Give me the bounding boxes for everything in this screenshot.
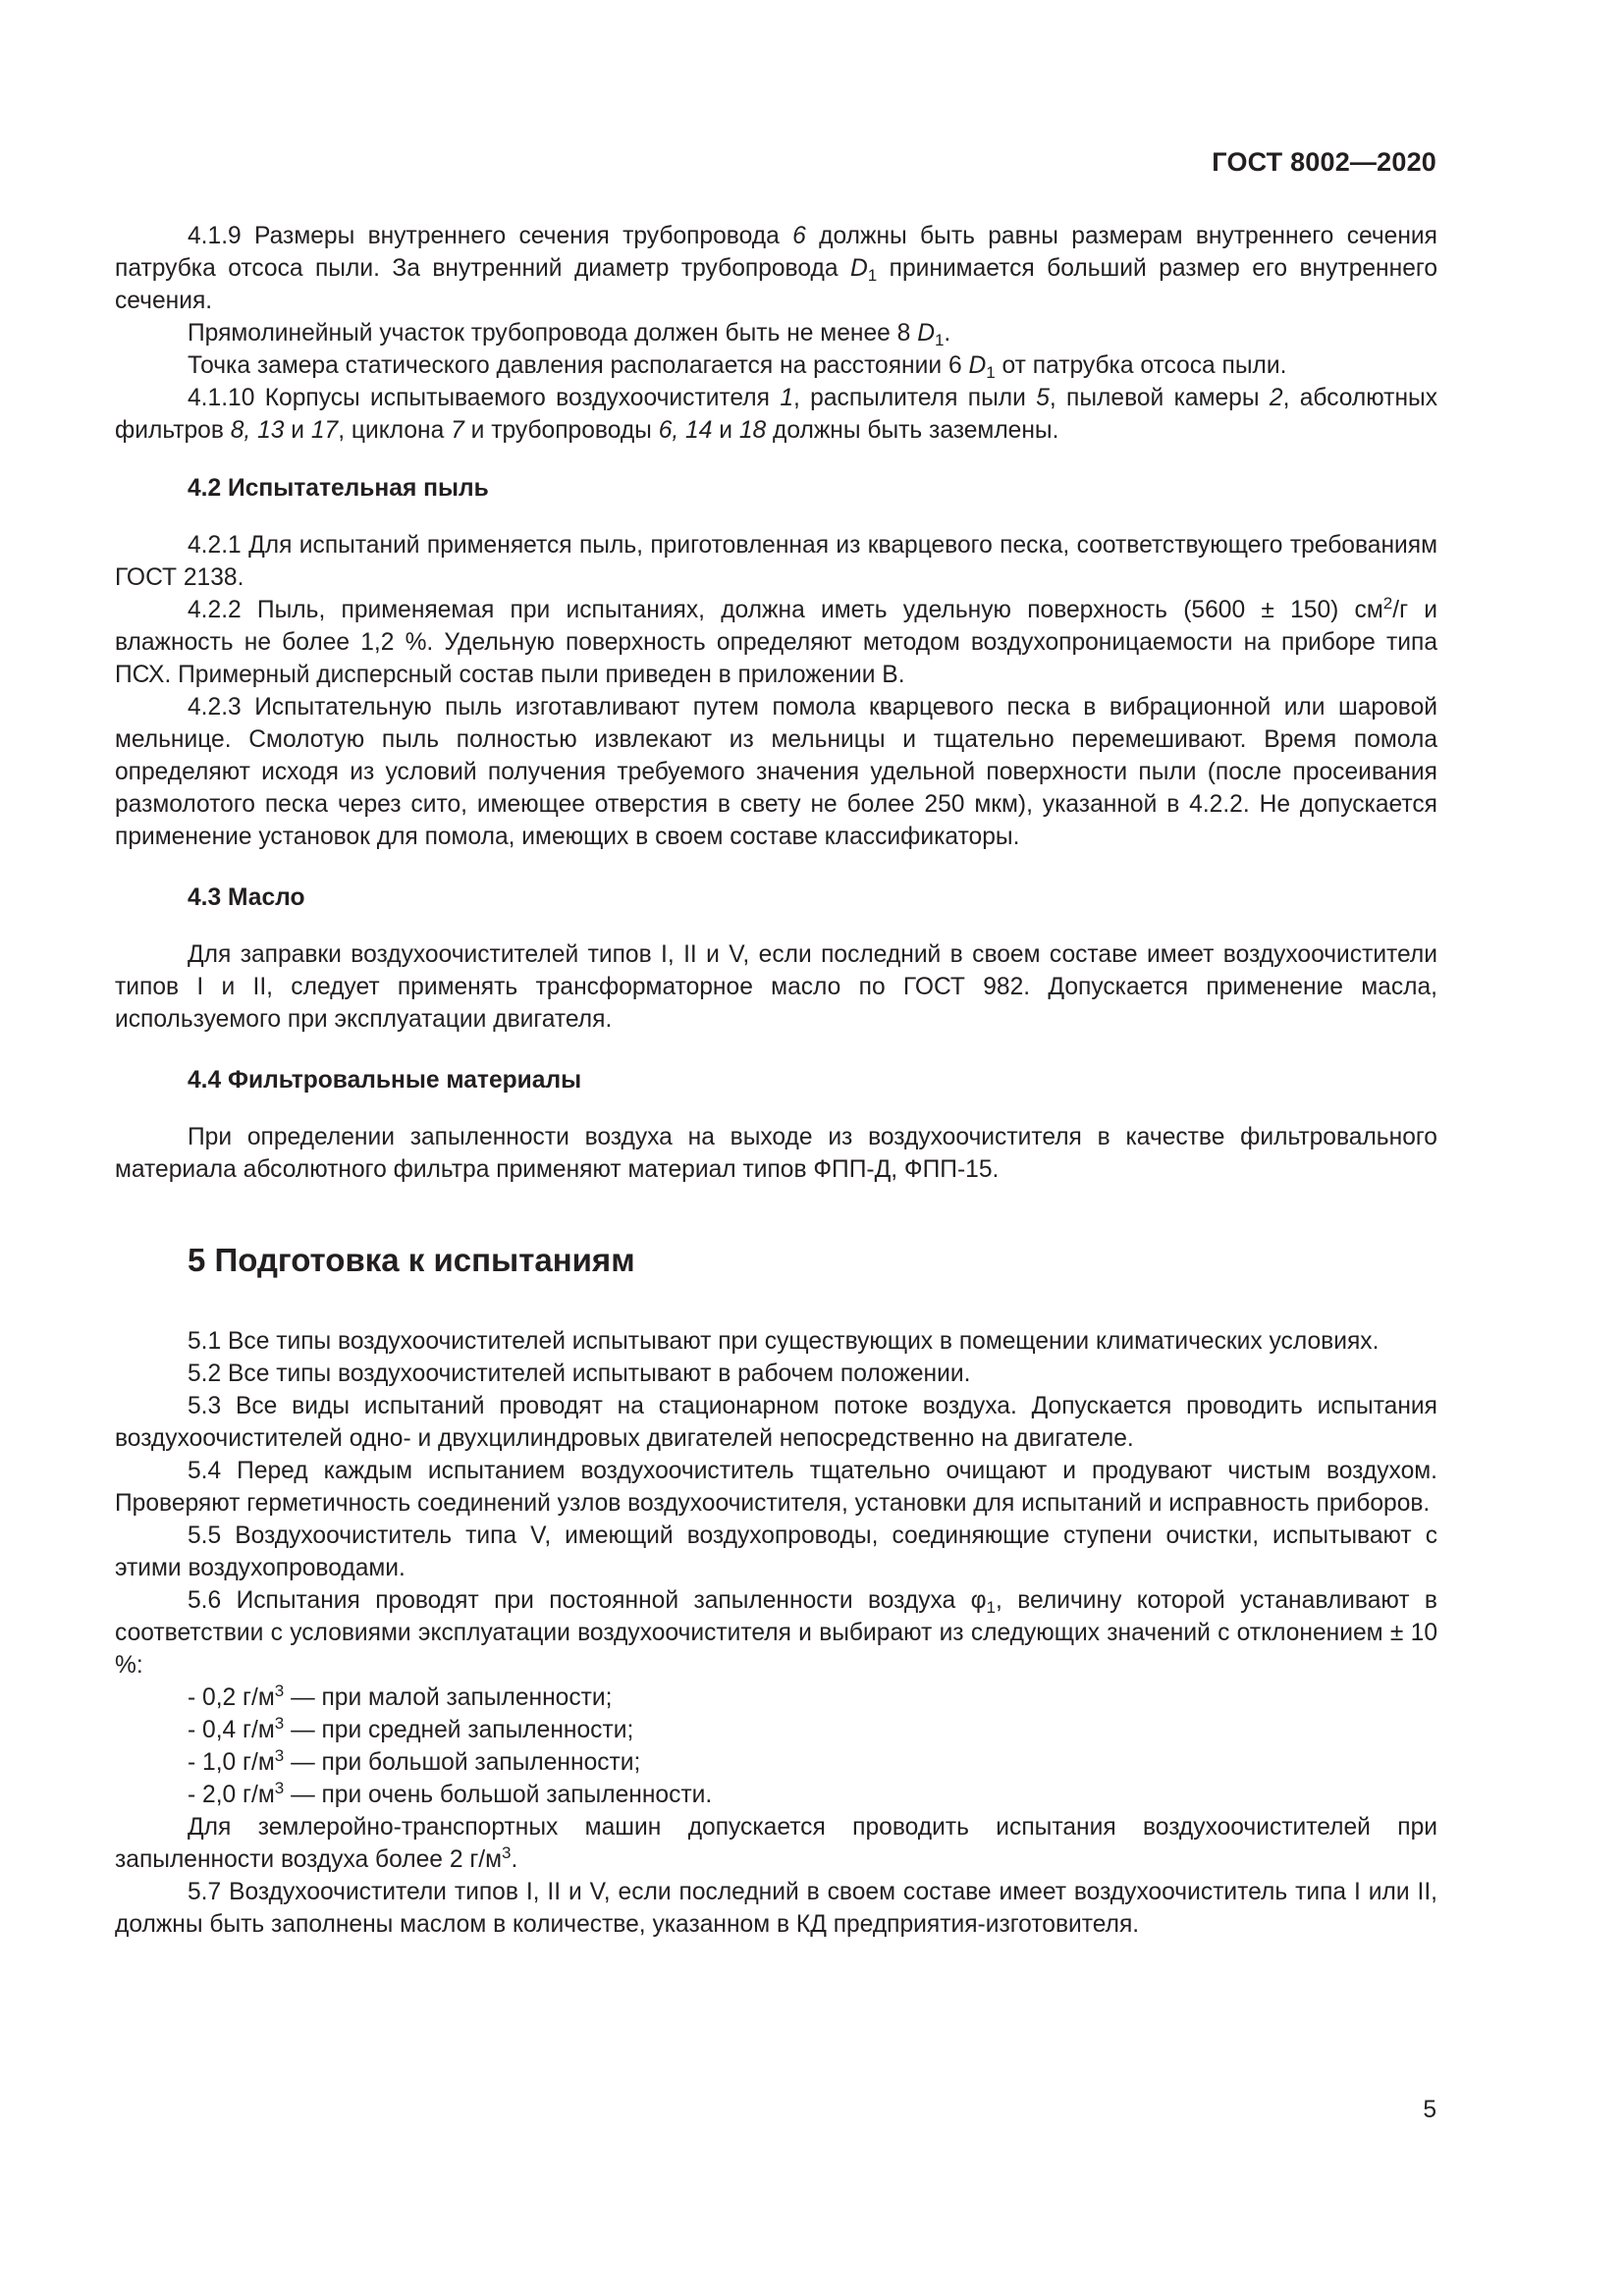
text: должны быть равны размерам внутреннего сечения патрубка отсоса пыли. За внутренний диаметр трубопровода: [115, 223, 1437, 282]
list-item: [115, 1714, 1437, 1746]
subscript: 1: [934, 331, 945, 349]
superscript: 3: [274, 1714, 285, 1733]
text: — при большой запыленности;: [284, 1749, 641, 1776]
text: - 2,0 г/м: [188, 1782, 275, 1808]
text: - 0,4 г/м: [188, 1717, 275, 1743]
text: , величину которой устанавливают в соответствии с условиями эксплуатации воздухоочистителя и выбирают из следующих значений с отклонением ± 10 %:: [115, 1587, 1437, 1679]
superscript: 3: [274, 1746, 285, 1765]
text: Для землеройно-транспортных машин допускается проводить испытания воздухоочистителей при запыленности воздуха более 2 г/м: [115, 1814, 1437, 1873]
paragraph-4-2-2: [115, 594, 1437, 691]
paragraph-measurement-point: [115, 349, 1437, 382]
paragraph-earthmoving: [115, 1811, 1437, 1876]
text: , абсолютных фильтров: [115, 385, 1438, 444]
heading-4-3: 4.3 Масло: [188, 884, 305, 911]
ref-number: 8, 13: [230, 417, 285, 444]
superscript: 3: [502, 1843, 512, 1862]
list-item: [115, 1746, 1437, 1779]
text: должны быть заземлены.: [766, 417, 1059, 444]
ref-number: 1: [780, 385, 793, 411]
ref-number: 2: [1269, 385, 1283, 411]
list-item: [115, 1682, 1437, 1714]
superscript: 2: [1382, 594, 1393, 613]
paragraph-5-1: 5.1 Все типы воздухоочистителей испытывают при существующих в помещении климатических условиях.: [188, 1328, 1380, 1355]
paragraph-4-1-9: [115, 220, 1437, 317]
ref-number: 5: [1036, 385, 1050, 411]
paragraph-4-2-1: 4.2.1 Для испытаний применяется пыль, приготовленная из кварцевого песка, соответствующего требованиям ГОСТ 2138.: [115, 532, 1437, 591]
text: принимается больший размер его внутреннего сечения.: [115, 255, 1438, 314]
symbol-d: D: [849, 255, 868, 282]
paragraph-4-2-3: 4.2.3 Испытательную пыль изготавливают путем помола кварцевого песка в вибрационной или шаровой мельнице. Смолотую пыль полностью извлекают из мельницы и тщательно перемешивают. Время помола определяют исходя из условий получения требуемого значения удельной поверхности пыли (после просеивания размолотого песка через сито, имеющее отверстия в свету не более 250 мкм), указанной в 4.2.2. Не допускается применение установок для помола, имеющих в своем составе классификаторы.: [115, 694, 1437, 850]
text: .: [944, 320, 951, 347]
text: и: [284, 417, 311, 444]
text: Прямолинейный участок трубопровода должен быть не менее 8: [188, 320, 918, 347]
ref-number: 18: [738, 417, 767, 444]
text: и: [712, 417, 739, 444]
heading-4-2: 4.2 Испытательная пыль: [188, 475, 489, 502]
text: , пылевой камеры: [1049, 385, 1270, 411]
text: - 0,2 г/м: [188, 1684, 275, 1711]
paragraph-5-3: 5.3 Все виды испытаний проводят на стационарном потоке воздуха. Допускается проводить испытания воздухоочистителей одно- и двухцилиндровых двигателей непосредственно на двигателе.: [115, 1393, 1437, 1452]
text: Точка замера статического давления располагается на расстоянии 6: [188, 352, 969, 379]
text: 5.6 Испытания проводят при постоянной запыленности воздуха φ: [188, 1587, 987, 1614]
subscript: 1: [867, 266, 878, 285]
ref-number: 7: [451, 417, 464, 444]
paragraph-straight-section: [115, 317, 1437, 349]
paragraph-5-2: 5.2 Все типы воздухоочистителей испытывают в рабочем положении.: [188, 1361, 971, 1387]
standard-code: ГОСТ 8002—2020: [1212, 147, 1436, 177]
paragraph-5-4: 5.4 Перед каждым испытанием воздухоочиститель тщательно очищают и продувают чистым воздухом. Проверяют герметичность соединений узлов воздухоочистителя, установки для испытаний и исправность приборов.: [115, 1458, 1437, 1517]
superscript: 3: [274, 1779, 285, 1797]
text: , распылителя пыли: [793, 385, 1037, 411]
page-content: [115, 220, 1437, 1941]
text: .: [511, 1846, 518, 1873]
ref-number: 6, 14: [658, 417, 713, 444]
symbol-d: D: [968, 352, 987, 379]
text: /г и влажность не более 1,2 %. Удельную поверхность определяют методом воздухопроницаемости на приборе типа ПСХ. Примерный дисперсный состав пыли приведен в приложении В.: [115, 597, 1438, 688]
text: 4.1.9 Размеры внутреннего сечения трубопровода: [188, 223, 793, 249]
text: 4.1.10 Корпусы испытываемого воздухоочистителя: [188, 385, 781, 411]
subscript: 1: [986, 363, 996, 382]
paragraph-4-4: При определении запыленности воздуха на выходе из воздухоочистителя в качестве фильтровального материала абсолютного фильтра применяют материал типов ФПП-Д, ФПП-15.: [115, 1124, 1437, 1183]
paragraph-4-3: Для заправки воздухоочистителей типов I, II и V, если последний в своем составе имеет воздухоочистители типов I и II, следует применять трансформаторное масло по ГОСТ 982. Допускается применение масла, используемого при эксплуатации двигателя.: [115, 941, 1437, 1033]
list-item: [115, 1779, 1437, 1811]
superscript: 3: [274, 1682, 285, 1700]
symbol-d: D: [917, 320, 935, 347]
paragraph-5-6: [115, 1584, 1437, 1682]
heading-4-4: 4.4 Фильтровальные материалы: [188, 1067, 582, 1094]
ref-number: 6: [792, 223, 806, 249]
text: — при средней запыленности;: [284, 1717, 634, 1743]
paragraph-5-5: 5.5 Воздухоочиститель типа V, имеющий воздухопроводы, соединяющие ступени очистки, испытывают с этими воздухопроводами.: [115, 1522, 1437, 1581]
text: , циклона: [338, 417, 452, 444]
text: — при малой запыленности;: [284, 1684, 613, 1711]
text: - 1,0 г/м: [188, 1749, 275, 1776]
heading-section-5: 5 Подготовка к испытаниям: [188, 1242, 635, 1278]
paragraph-4-1-10: [115, 382, 1437, 447]
ref-number: 17: [310, 417, 339, 444]
page-number: 5: [1423, 2097, 1436, 2123]
paragraph-5-7: 5.7 Воздухоочистители типов I, II и V, если последний в своем составе имеет воздухоочиститель типа I или II, должны быть заполнены маслом в количестве, указанном в КД предприятия-изготовителя.: [115, 1879, 1437, 1938]
subscript: 1: [986, 1598, 997, 1617]
text: 4.2.2 Пыль, применяемая при испытаниях, должна иметь удельную поверхность (5600 ± 150) см: [188, 597, 1383, 623]
text: — при очень большой запыленности.: [284, 1782, 713, 1808]
text: и трубопроводы: [463, 417, 659, 444]
text: от патрубка отсоса пыли.: [995, 352, 1287, 379]
